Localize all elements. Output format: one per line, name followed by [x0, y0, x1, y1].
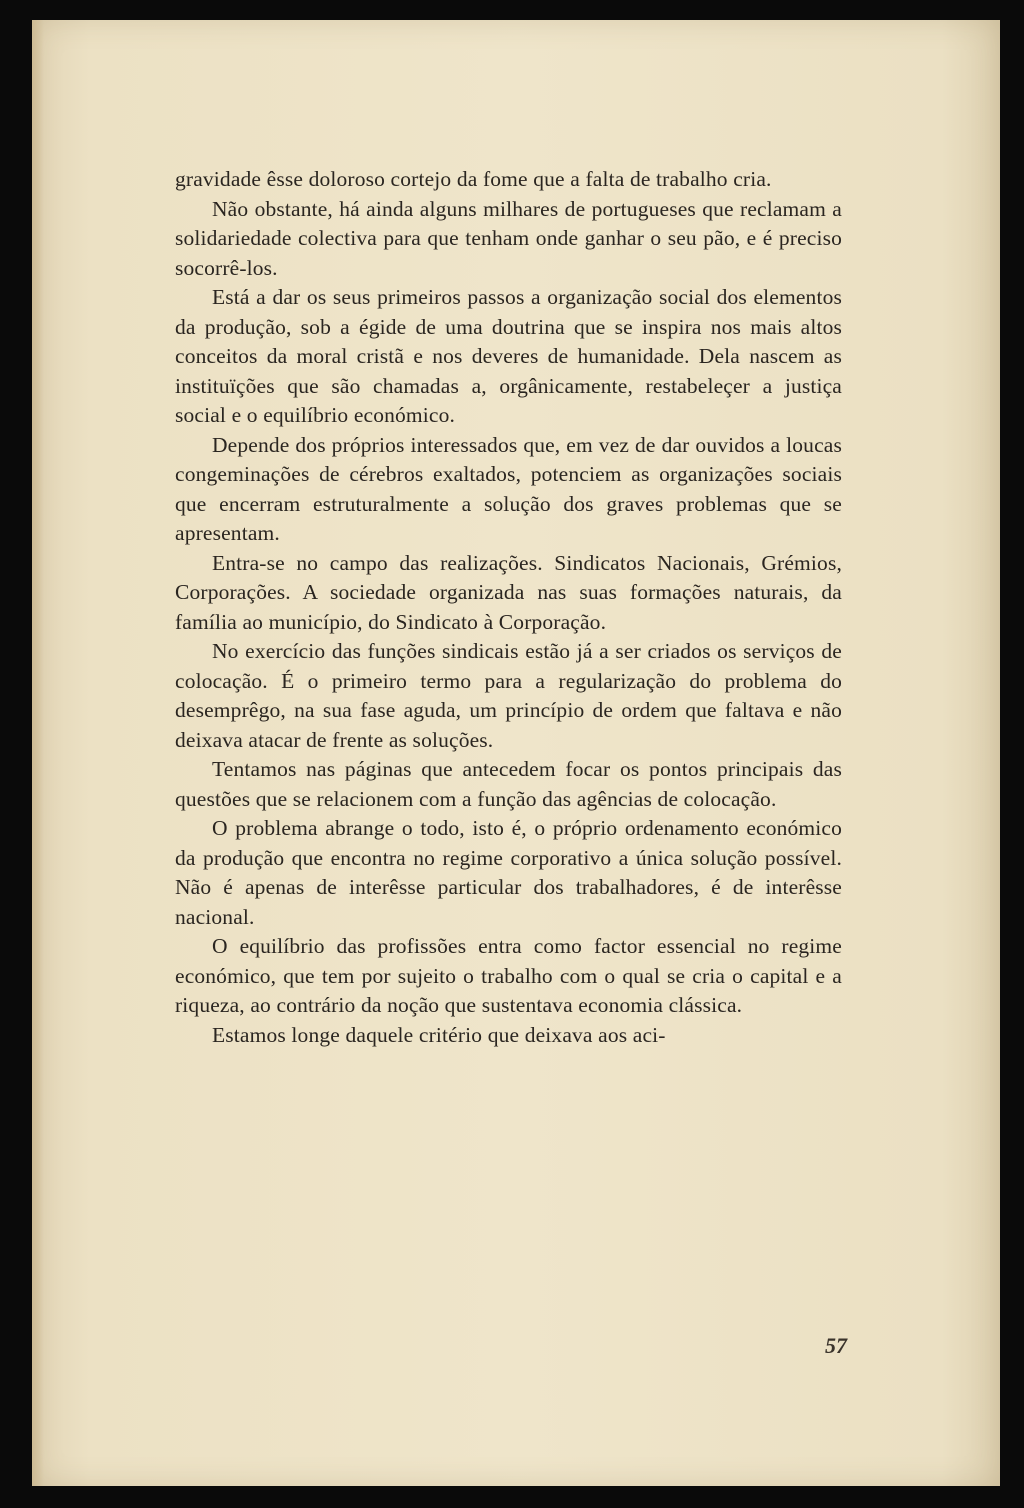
paragraph: O equilíbrio das profissões entra como factor essencial no regime económico, que tem por sujeito o trabalho com o qual se cria o capital e a riqueza, ao contrário da noção que sustentava economia clássica. [175, 934, 842, 1017]
page-gutter-shadow [32, 20, 44, 1486]
paragraph: Estamos longe daquele critério que deixava aos aci- [212, 1022, 666, 1047]
paragraph: Está a dar os seus primeiros passos a organização social dos elementos da produção, sob a égide de uma doutrina que se inspira nos mais altos conceitos da moral cristã e nos deveres de humanidade. Dela nascem as instituïções que são chamadas a, orgânicamente, restabeleçer a justiça social e o equilíbrio económico. [175, 285, 842, 427]
paragraph: Tentamos nas páginas que antecedem focar os pontos principais das questões que se relacionem com a função das agências de colocação. [175, 757, 842, 811]
paragraph: No exercício das funções sindicais estão já a ser criados os serviços de colocação. É o primeiro termo para a regularização do problema do desemprêgo, na sua fase aguda, um princípio de ordem que faltava e não deixava atacar de frente as soluções. [175, 639, 842, 752]
paragraph: Não obstante, há ainda alguns milhares de portugueses que reclamam a solidariedade colectiva para que tenham onde ganhar o seu pão, e é preciso socorrê-los. [175, 196, 842, 280]
paragraph: Entra-se no campo das realizações. Sindicatos Nacionais, Grémios, Corporações. A sociedade organizada nas suas formações naturais, da família ao município, do Sindicato à Corporação. [175, 550, 842, 634]
page-number: 57 [825, 1333, 847, 1358]
body-text [175, 165, 842, 1050]
paper-page [32, 20, 1000, 1486]
paragraph: gravidade êsse doloroso cortejo da fome que a falta de trabalho cria. [175, 167, 772, 191]
paragraph: O problema abrange o todo, isto é, o próprio ordenamento económico da produção que encontra no regime corporativo a única solução possível. Não é apenas de interêsse particular dos trabalhadores, é de interêsse nacional. [175, 816, 842, 929]
paragraph: Depende dos próprios interessados que, em vez de dar ouvidos a loucas congeminações de cérebros exaltados, potenciem as organizações sociais que encerram estruturalmente a solução dos graves problemas que se apresentam. [175, 432, 842, 545]
